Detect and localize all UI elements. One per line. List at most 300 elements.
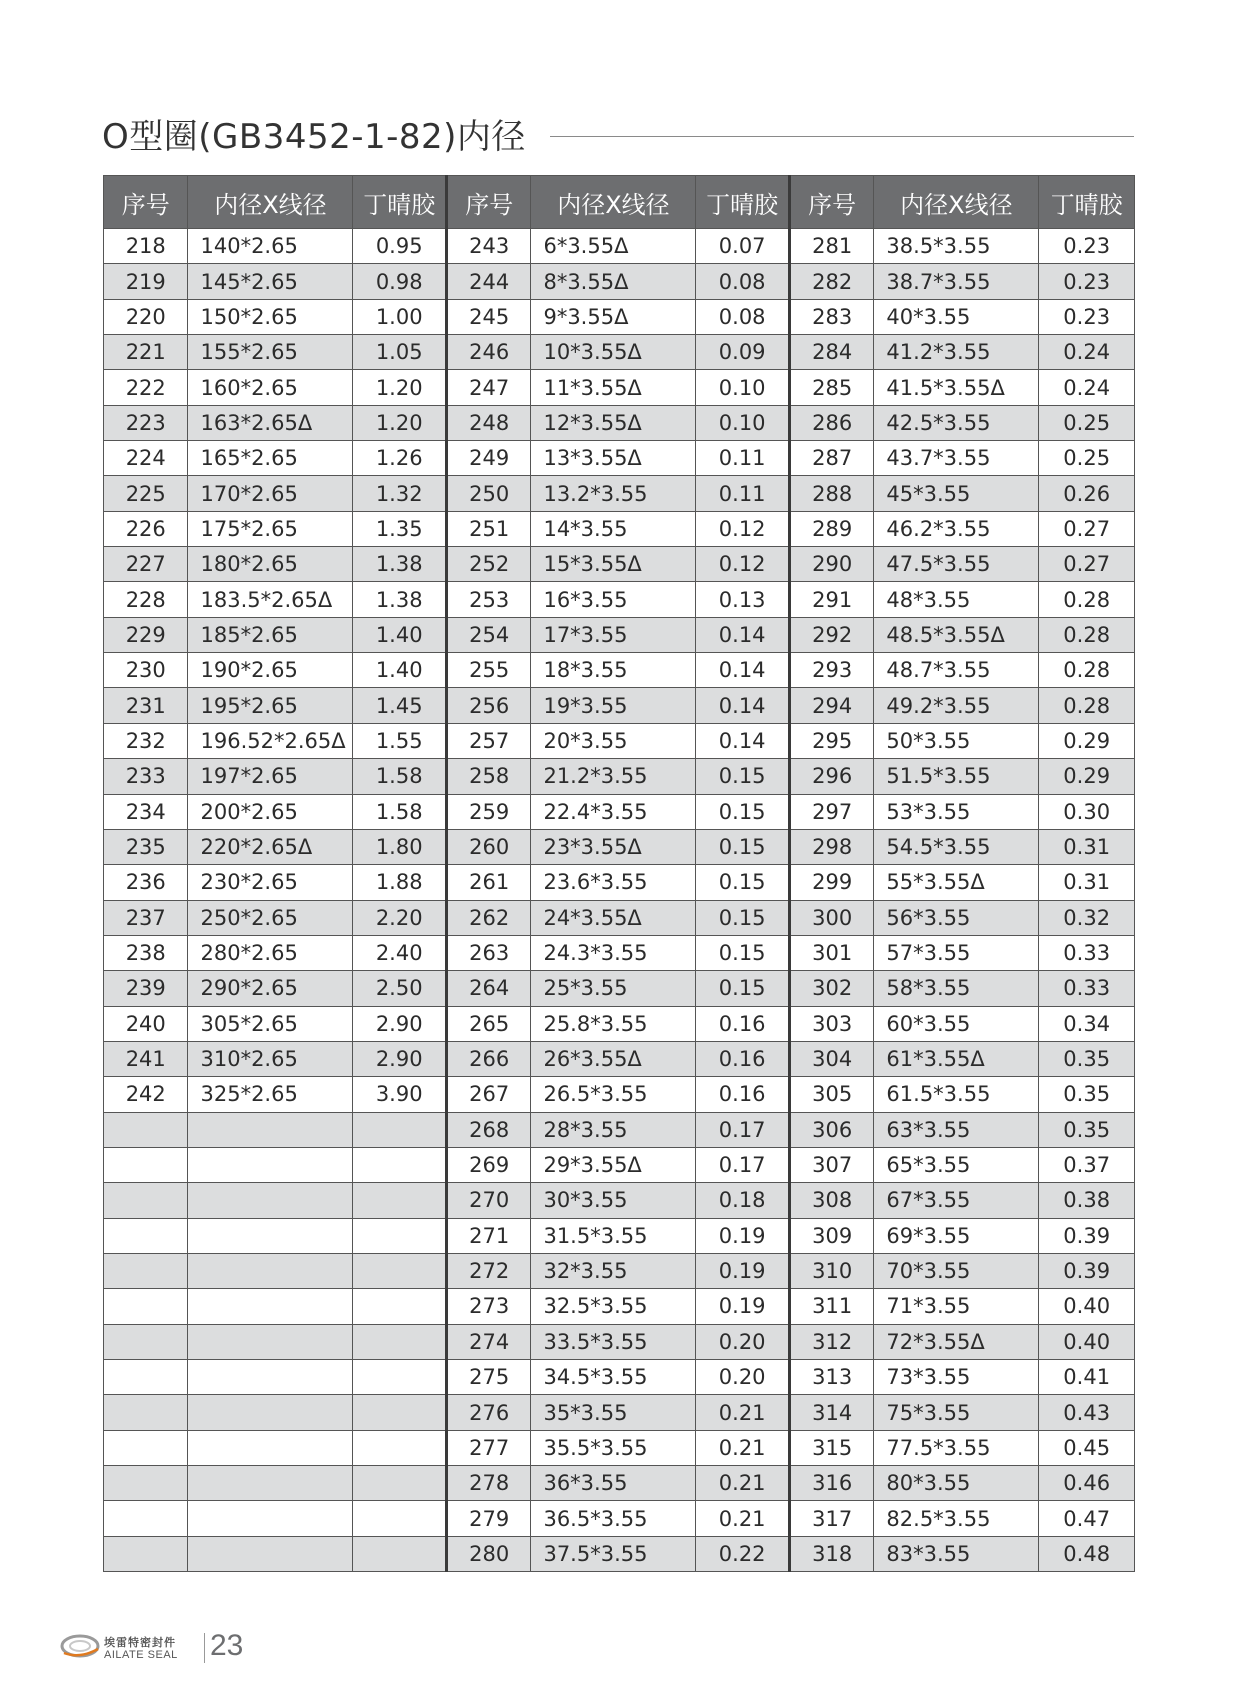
table-cell: 0.45 xyxy=(1039,1430,1135,1465)
table-cell: 1.58 xyxy=(353,794,447,829)
table-cell: 150*2.65 xyxy=(188,299,353,334)
table-cell: 293 xyxy=(789,653,873,688)
table-cell: 26.5*3.55 xyxy=(531,1077,696,1112)
table-cell: 292 xyxy=(789,617,873,652)
table-cell: 224 xyxy=(104,441,188,476)
header-cell: 内径X线径 xyxy=(874,176,1039,229)
table-cell: 0.31 xyxy=(1039,865,1135,900)
table-cell xyxy=(188,1112,353,1147)
table-cell: 315 xyxy=(789,1430,873,1465)
table-cell: 38.5*3.55 xyxy=(874,229,1039,264)
table-cell: 280*2.65 xyxy=(188,935,353,970)
table-cell: 48.5*3.55Δ xyxy=(874,617,1039,652)
table-row xyxy=(104,1324,1135,1359)
table-cell: 0.39 xyxy=(1039,1253,1135,1288)
table-cell: 48*3.55 xyxy=(874,582,1039,617)
table-cell xyxy=(353,1112,447,1147)
table-row xyxy=(104,1147,1135,1182)
table-cell: 0.31 xyxy=(1039,829,1135,864)
table-cell: 155*2.65 xyxy=(188,335,353,370)
table-cell xyxy=(188,1360,353,1395)
table-cell: 0.15 xyxy=(696,935,790,970)
brand-name-en: AILATE SEAL xyxy=(104,1649,178,1661)
table-cell: 37.5*3.55 xyxy=(531,1536,696,1571)
table-cell xyxy=(353,1466,447,1501)
table-cell: 170*2.65 xyxy=(188,476,353,511)
table-cell: 45*3.55 xyxy=(874,476,1039,511)
table-cell: 260 xyxy=(446,829,530,864)
table-cell: 0.19 xyxy=(696,1289,790,1324)
table-cell: 0.14 xyxy=(696,617,790,652)
table-cell xyxy=(353,1218,447,1253)
table-cell: 0.27 xyxy=(1039,547,1135,582)
table-cell: 20*3.55 xyxy=(531,723,696,758)
table-cell: 1.26 xyxy=(353,441,447,476)
table-cell: 247 xyxy=(446,370,530,405)
table-cell: 0.22 xyxy=(696,1536,790,1571)
table-cell xyxy=(353,1147,447,1182)
table-cell: 230*2.65 xyxy=(188,865,353,900)
table-cell: 0.19 xyxy=(696,1253,790,1288)
table-cell xyxy=(104,1253,188,1288)
table-cell: 318 xyxy=(789,1536,873,1571)
table-cell: 274 xyxy=(446,1324,530,1359)
table-cell: 0.27 xyxy=(1039,511,1135,546)
table-cell: 300 xyxy=(789,900,873,935)
table-row xyxy=(104,547,1135,582)
table-cell: 47.5*3.55 xyxy=(874,547,1039,582)
table-cell: 0.43 xyxy=(1039,1395,1135,1430)
header-cell: 序号 xyxy=(446,176,530,229)
table-cell: 273 xyxy=(446,1289,530,1324)
table-cell: 0.15 xyxy=(696,829,790,864)
table-cell: 0.21 xyxy=(696,1466,790,1501)
table-cell: 264 xyxy=(446,971,530,1006)
table-cell: 267 xyxy=(446,1077,530,1112)
table-cell: 0.16 xyxy=(696,1006,790,1041)
table-cell: 56*3.55 xyxy=(874,900,1039,935)
table-row xyxy=(104,935,1135,970)
table-cell: 242 xyxy=(104,1077,188,1112)
table-cell xyxy=(188,1430,353,1465)
table-cell: 0.21 xyxy=(696,1501,790,1536)
table-cell: 302 xyxy=(789,971,873,1006)
table-cell: 26*3.55Δ xyxy=(531,1041,696,1076)
table-cell: 0.12 xyxy=(696,511,790,546)
table-cell: 316 xyxy=(789,1466,873,1501)
header-cell: 丁晴胶 xyxy=(1039,176,1135,229)
table-cell: 244 xyxy=(446,264,530,299)
table-cell: 83*3.55 xyxy=(874,1536,1039,1571)
table-cell: 0.35 xyxy=(1039,1112,1135,1147)
table-cell: 281 xyxy=(789,229,873,264)
table-cell: 1.20 xyxy=(353,370,447,405)
table-cell: 240 xyxy=(104,1006,188,1041)
table-cell: 0.46 xyxy=(1039,1466,1135,1501)
table-row xyxy=(104,723,1135,758)
table-cell: 23.6*3.55 xyxy=(531,865,696,900)
table-row xyxy=(104,441,1135,476)
table-cell: 291 xyxy=(789,582,873,617)
table-cell: 28*3.55 xyxy=(531,1112,696,1147)
table-cell xyxy=(104,1324,188,1359)
table-cell xyxy=(353,1360,447,1395)
table-cell: 0.33 xyxy=(1039,935,1135,970)
footer-divider xyxy=(204,1633,205,1663)
table-cell: 221 xyxy=(104,335,188,370)
table-cell: 70*3.55 xyxy=(874,1253,1039,1288)
table-cell: 282 xyxy=(789,264,873,299)
table-cell: 294 xyxy=(789,688,873,723)
table-cell: 306 xyxy=(789,1112,873,1147)
table-cell: 297 xyxy=(789,794,873,829)
table-cell: 220 xyxy=(104,299,188,334)
table-cell: 140*2.65 xyxy=(188,229,353,264)
table-row xyxy=(104,794,1135,829)
table-cell: 53*3.55 xyxy=(874,794,1039,829)
table-cell: 268 xyxy=(446,1112,530,1147)
table-cell: 63*3.55 xyxy=(874,1112,1039,1147)
table-cell: 13.2*3.55 xyxy=(531,476,696,511)
table-cell: 0.15 xyxy=(696,865,790,900)
table-cell: 1.32 xyxy=(353,476,447,511)
table-cell: 307 xyxy=(789,1147,873,1182)
table-cell: 312 xyxy=(789,1324,873,1359)
table-cell: 0.14 xyxy=(696,688,790,723)
table-cell: 1.35 xyxy=(353,511,447,546)
table-cell: 252 xyxy=(446,547,530,582)
table-cell: 305*2.65 xyxy=(188,1006,353,1041)
table-cell: 165*2.65 xyxy=(188,441,353,476)
table-cell: 298 xyxy=(789,829,873,864)
table-cell: 1.20 xyxy=(353,405,447,440)
table-cell: 236 xyxy=(104,865,188,900)
table-cell: 8*3.55Δ xyxy=(531,264,696,299)
table-cell: 0.20 xyxy=(696,1324,790,1359)
table-cell: 6*3.55Δ xyxy=(531,229,696,264)
table-cell: 36*3.55 xyxy=(531,1466,696,1501)
table-cell: 254 xyxy=(446,617,530,652)
table-row xyxy=(104,1112,1135,1147)
table-cell: 19*3.55 xyxy=(531,688,696,723)
table-row xyxy=(104,759,1135,794)
table-cell: 239 xyxy=(104,971,188,1006)
table-cell: 231 xyxy=(104,688,188,723)
table-cell: 1.88 xyxy=(353,865,447,900)
table-row xyxy=(104,335,1135,370)
table-cell: 49.2*3.55 xyxy=(874,688,1039,723)
table-cell: 310*2.65 xyxy=(188,1041,353,1076)
table-cell: 1.38 xyxy=(353,582,447,617)
table-row xyxy=(104,1253,1135,1288)
table-cell: 227 xyxy=(104,547,188,582)
table-cell xyxy=(104,1183,188,1218)
table-cell: 0.23 xyxy=(1039,229,1135,264)
table-cell: 48.7*3.55 xyxy=(874,653,1039,688)
table-row xyxy=(104,1218,1135,1253)
table-cell: 190*2.65 xyxy=(188,653,353,688)
table-cell: 0.14 xyxy=(696,723,790,758)
table-cell: 0.15 xyxy=(696,759,790,794)
table-row xyxy=(104,582,1135,617)
table-cell: 223 xyxy=(104,405,188,440)
table-cell: 257 xyxy=(446,723,530,758)
header-cell: 内径X线径 xyxy=(188,176,353,229)
table-cell: 280 xyxy=(446,1536,530,1571)
table-cell: 0.41 xyxy=(1039,1360,1135,1395)
table-cell xyxy=(188,1536,353,1571)
table-cell: 284 xyxy=(789,335,873,370)
table-cell: 0.47 xyxy=(1039,1501,1135,1536)
table-cell: 0.11 xyxy=(696,441,790,476)
table-cell: 265 xyxy=(446,1006,530,1041)
table-cell: 250*2.65 xyxy=(188,900,353,935)
table-body xyxy=(104,229,1135,1572)
table-row xyxy=(104,971,1135,1006)
table-cell: 272 xyxy=(446,1253,530,1288)
table-cell: 289 xyxy=(789,511,873,546)
table-cell xyxy=(353,1536,447,1571)
table-cell: 0.98 xyxy=(353,264,447,299)
table-cell: 32*3.55 xyxy=(531,1253,696,1288)
table-cell: 65*3.55 xyxy=(874,1147,1039,1182)
table-cell: 51.5*3.55 xyxy=(874,759,1039,794)
table-cell: 0.15 xyxy=(696,971,790,1006)
table-row xyxy=(104,1430,1135,1465)
footer xyxy=(60,1625,360,1675)
table-cell xyxy=(353,1289,447,1324)
table-cell: 222 xyxy=(104,370,188,405)
table-row xyxy=(104,1006,1135,1041)
table-cell: 0.16 xyxy=(696,1077,790,1112)
table-cell: 253 xyxy=(446,582,530,617)
ailate-logo-icon xyxy=(60,1629,104,1663)
table-cell: 40*3.55 xyxy=(874,299,1039,334)
table-row xyxy=(104,829,1135,864)
table-cell: 0.37 xyxy=(1039,1147,1135,1182)
table-cell: 0.25 xyxy=(1039,405,1135,440)
table-cell: 0.08 xyxy=(696,264,790,299)
table-cell: 229 xyxy=(104,617,188,652)
table-cell: 0.28 xyxy=(1039,582,1135,617)
table-cell xyxy=(104,1430,188,1465)
table-cell: 0.19 xyxy=(696,1218,790,1253)
table-cell: 220*2.65Δ xyxy=(188,829,353,864)
table-cell: 1.00 xyxy=(353,299,447,334)
table-cell: 34.5*3.55 xyxy=(531,1360,696,1395)
table-cell: 0.32 xyxy=(1039,900,1135,935)
table-cell: 18*3.55 xyxy=(531,653,696,688)
header-cell: 内径X线径 xyxy=(531,176,696,229)
table-cell xyxy=(104,1466,188,1501)
table-cell: 263 xyxy=(446,935,530,970)
table-cell: 1.45 xyxy=(353,688,447,723)
table-cell: 175*2.65 xyxy=(188,511,353,546)
page-number: 23 xyxy=(210,1629,244,1662)
table-cell: 0.38 xyxy=(1039,1183,1135,1218)
table-cell: 235 xyxy=(104,829,188,864)
table-cell: 237 xyxy=(104,900,188,935)
table-cell xyxy=(188,1289,353,1324)
table-cell: 24*3.55Δ xyxy=(531,900,696,935)
table-cell: 0.28 xyxy=(1039,617,1135,652)
table-row xyxy=(104,370,1135,405)
table-cell: 288 xyxy=(789,476,873,511)
table-cell: 2.90 xyxy=(353,1006,447,1041)
table-cell: 249 xyxy=(446,441,530,476)
table-cell: 0.25 xyxy=(1039,441,1135,476)
table-row xyxy=(104,264,1135,299)
table-cell: 67*3.55 xyxy=(874,1183,1039,1218)
table-cell: 77.5*3.55 xyxy=(874,1430,1039,1465)
table-cell: 0.15 xyxy=(696,900,790,935)
table-cell: 58*3.55 xyxy=(874,971,1039,1006)
table-cell: 255 xyxy=(446,653,530,688)
table-cell: 243 xyxy=(446,229,530,264)
table-cell: 11*3.55Δ xyxy=(531,370,696,405)
table-row xyxy=(104,405,1135,440)
table-cell xyxy=(188,1183,353,1218)
table-cell: 180*2.65 xyxy=(188,547,353,582)
table-cell: 30*3.55 xyxy=(531,1183,696,1218)
table-cell: 308 xyxy=(789,1183,873,1218)
table-cell: 0.16 xyxy=(696,1041,790,1076)
table-cell: 0.14 xyxy=(696,653,790,688)
table-cell: 185*2.65 xyxy=(188,617,353,652)
table-cell: 232 xyxy=(104,723,188,758)
table-cell: 226 xyxy=(104,511,188,546)
table-cell: 230 xyxy=(104,653,188,688)
table-cell xyxy=(104,1147,188,1182)
header-cell: 序号 xyxy=(789,176,873,229)
table-cell: 38.7*3.55 xyxy=(874,264,1039,299)
table-cell: 238 xyxy=(104,935,188,970)
table-cell: 245 xyxy=(446,299,530,334)
table-cell xyxy=(188,1324,353,1359)
table-cell: 241 xyxy=(104,1041,188,1076)
table-cell xyxy=(104,1289,188,1324)
table-row xyxy=(104,229,1135,264)
table-cell: 22.4*3.55 xyxy=(531,794,696,829)
table-cell xyxy=(353,1501,447,1536)
table-cell: 183.5*2.65Δ xyxy=(188,582,353,617)
table-cell: 0.34 xyxy=(1039,1006,1135,1041)
table-cell: 296 xyxy=(789,759,873,794)
table-cell: 0.40 xyxy=(1039,1289,1135,1324)
table-cell: 0.08 xyxy=(696,299,790,334)
table-cell: 41.5*3.55Δ xyxy=(874,370,1039,405)
table-cell: 266 xyxy=(446,1041,530,1076)
table-row xyxy=(104,1183,1135,1218)
table-cell: 0.95 xyxy=(353,229,447,264)
table-cell: 73*3.55 xyxy=(874,1360,1039,1395)
table-cell: 262 xyxy=(446,900,530,935)
table-cell: 0.40 xyxy=(1039,1324,1135,1359)
table-cell: 219 xyxy=(104,264,188,299)
table-cell: 42.5*3.55 xyxy=(874,405,1039,440)
table-row xyxy=(104,1360,1135,1395)
table-cell xyxy=(188,1147,353,1182)
table-cell: 301 xyxy=(789,935,873,970)
table-cell: 1.55 xyxy=(353,723,447,758)
table-cell xyxy=(104,1501,188,1536)
table-cell xyxy=(104,1112,188,1147)
table-row xyxy=(104,1536,1135,1571)
table-cell: 0.33 xyxy=(1039,971,1135,1006)
table-cell xyxy=(188,1395,353,1430)
table-cell: 32.5*3.55 xyxy=(531,1289,696,1324)
table-cell: 259 xyxy=(446,794,530,829)
table-cell xyxy=(188,1501,353,1536)
table-cell: 24.3*3.55 xyxy=(531,935,696,970)
table-row xyxy=(104,476,1135,511)
table-cell xyxy=(353,1183,447,1218)
table-cell: 197*2.65 xyxy=(188,759,353,794)
table-cell: 1.38 xyxy=(353,547,447,582)
table-cell: 10*3.55Δ xyxy=(531,335,696,370)
table-cell: 0.21 xyxy=(696,1395,790,1430)
table-cell: 0.07 xyxy=(696,229,790,264)
table-cell: 36.5*3.55 xyxy=(531,1501,696,1536)
table-cell: 0.17 xyxy=(696,1112,790,1147)
table-row xyxy=(104,688,1135,723)
table-cell: 0.29 xyxy=(1039,759,1135,794)
table-cell: 233 xyxy=(104,759,188,794)
table-cell: 283 xyxy=(789,299,873,334)
table-cell: 14*3.55 xyxy=(531,511,696,546)
table-cell: 13*3.55Δ xyxy=(531,441,696,476)
table-row xyxy=(104,617,1135,652)
table-row xyxy=(104,1041,1135,1076)
table-cell: 258 xyxy=(446,759,530,794)
table-cell: 61.5*3.55 xyxy=(874,1077,1039,1112)
table-cell: 256 xyxy=(446,688,530,723)
table-cell: 261 xyxy=(446,865,530,900)
table-row xyxy=(104,1501,1135,1536)
table-cell: 15*3.55Δ xyxy=(531,547,696,582)
table-cell xyxy=(188,1466,353,1501)
table-cell: 286 xyxy=(789,405,873,440)
title-rule xyxy=(550,136,1134,137)
table-cell: 0.17 xyxy=(696,1147,790,1182)
table-cell: 0.39 xyxy=(1039,1218,1135,1253)
table-cell: 0.35 xyxy=(1039,1041,1135,1076)
table-cell: 145*2.65 xyxy=(188,264,353,299)
table-header-row xyxy=(104,176,1135,229)
table-cell xyxy=(104,1536,188,1571)
table-cell: 0.11 xyxy=(696,476,790,511)
table-cell: 2.40 xyxy=(353,935,447,970)
table-cell: 279 xyxy=(446,1501,530,1536)
table-cell: 50*3.55 xyxy=(874,723,1039,758)
table-cell xyxy=(353,1324,447,1359)
table-cell: 9*3.55Δ xyxy=(531,299,696,334)
table-row xyxy=(104,511,1135,546)
table-cell: 41.2*3.55 xyxy=(874,335,1039,370)
table-cell: 271 xyxy=(446,1218,530,1253)
table-cell: 0.48 xyxy=(1039,1536,1135,1571)
table-cell: 29*3.55Δ xyxy=(531,1147,696,1182)
table-cell: 0.10 xyxy=(696,405,790,440)
table-cell: 46.2*3.55 xyxy=(874,511,1039,546)
table-cell: 55*3.55Δ xyxy=(874,865,1039,900)
table-cell: 0.23 xyxy=(1039,299,1135,334)
title-bar xyxy=(102,112,1134,162)
table-cell: 304 xyxy=(789,1041,873,1076)
table-cell: 303 xyxy=(789,1006,873,1041)
table-cell: 160*2.65 xyxy=(188,370,353,405)
table-cell: 299 xyxy=(789,865,873,900)
